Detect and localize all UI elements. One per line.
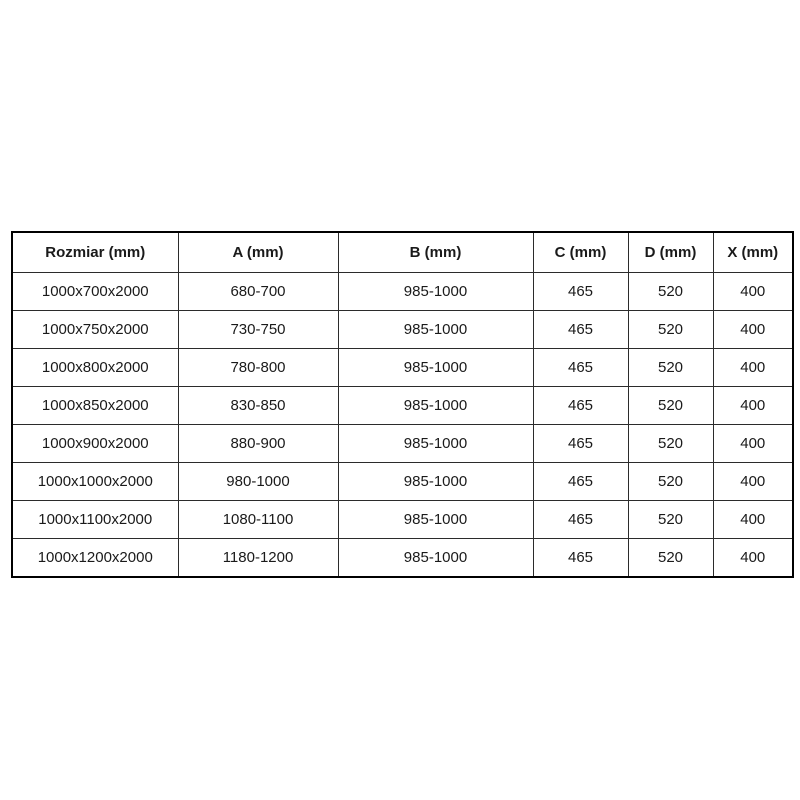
table-cell-d: 520 <box>628 311 713 349</box>
table-cell-rozmiar: 1000x1100x2000 <box>12 501 178 539</box>
table-cell-a: 680-700 <box>178 273 338 311</box>
table-cell-d: 520 <box>628 349 713 387</box>
column-header-c: C (mm) <box>533 232 628 273</box>
table-header-row <box>12 232 793 273</box>
table-row <box>12 349 793 387</box>
table-row <box>12 387 793 425</box>
table-cell-c: 465 <box>533 311 628 349</box>
table-cell-c: 465 <box>533 273 628 311</box>
table-cell-x: 400 <box>713 273 793 311</box>
table-row <box>12 273 793 311</box>
table-cell-rozmiar: 1000x900x2000 <box>12 425 178 463</box>
table-cell-b: 985-1000 <box>338 273 533 311</box>
table-cell-rozmiar: 1000x1200x2000 <box>12 539 178 578</box>
table-cell-rozmiar: 1000x850x2000 <box>12 387 178 425</box>
table-cell-d: 520 <box>628 539 713 578</box>
table-cell-c: 465 <box>533 387 628 425</box>
table-cell-c: 465 <box>533 463 628 501</box>
table-row <box>12 425 793 463</box>
table-cell-rozmiar: 1000x750x2000 <box>12 311 178 349</box>
table-cell-c: 465 <box>533 501 628 539</box>
table-cell-x: 400 <box>713 463 793 501</box>
table-cell-x: 400 <box>713 425 793 463</box>
column-header-rozmiar: Rozmiar (mm) <box>12 232 178 273</box>
table-cell-b: 985-1000 <box>338 387 533 425</box>
table-row <box>12 311 793 349</box>
table-cell-a: 980-1000 <box>178 463 338 501</box>
table-cell-b: 985-1000 <box>338 463 533 501</box>
table-cell-a: 830-850 <box>178 387 338 425</box>
table-cell-d: 520 <box>628 463 713 501</box>
table-cell-rozmiar: 1000x800x2000 <box>12 349 178 387</box>
table-cell-a: 1080-1100 <box>178 501 338 539</box>
table-cell-x: 400 <box>713 539 793 578</box>
dimensions-table <box>11 231 794 578</box>
table-cell-c: 465 <box>533 539 628 578</box>
table-cell-c: 465 <box>533 349 628 387</box>
table-cell-x: 400 <box>713 349 793 387</box>
table-cell-c: 465 <box>533 425 628 463</box>
column-header-d: D (mm) <box>628 232 713 273</box>
table-cell-rozmiar: 1000x1000x2000 <box>12 463 178 501</box>
table-row <box>12 539 793 578</box>
table-cell-x: 400 <box>713 387 793 425</box>
column-header-b: B (mm) <box>338 232 533 273</box>
table-cell-b: 985-1000 <box>338 349 533 387</box>
table-cell-d: 520 <box>628 387 713 425</box>
table-row <box>12 501 793 539</box>
column-header-x: X (mm) <box>713 232 793 273</box>
table-cell-x: 400 <box>713 311 793 349</box>
table-cell-b: 985-1000 <box>338 311 533 349</box>
table-cell-a: 880-900 <box>178 425 338 463</box>
table-cell-d: 520 <box>628 273 713 311</box>
table-cell-a: 730-750 <box>178 311 338 349</box>
table-cell-b: 985-1000 <box>338 501 533 539</box>
table-cell-rozmiar: 1000x700x2000 <box>12 273 178 311</box>
table-cell-b: 985-1000 <box>338 539 533 578</box>
table-cell-a: 1180-1200 <box>178 539 338 578</box>
column-header-a: A (mm) <box>178 232 338 273</box>
table-cell-d: 520 <box>628 501 713 539</box>
table-cell-b: 985-1000 <box>338 425 533 463</box>
table-cell-a: 780-800 <box>178 349 338 387</box>
table-row <box>12 463 793 501</box>
table-cell-x: 400 <box>713 501 793 539</box>
table-cell-d: 520 <box>628 425 713 463</box>
